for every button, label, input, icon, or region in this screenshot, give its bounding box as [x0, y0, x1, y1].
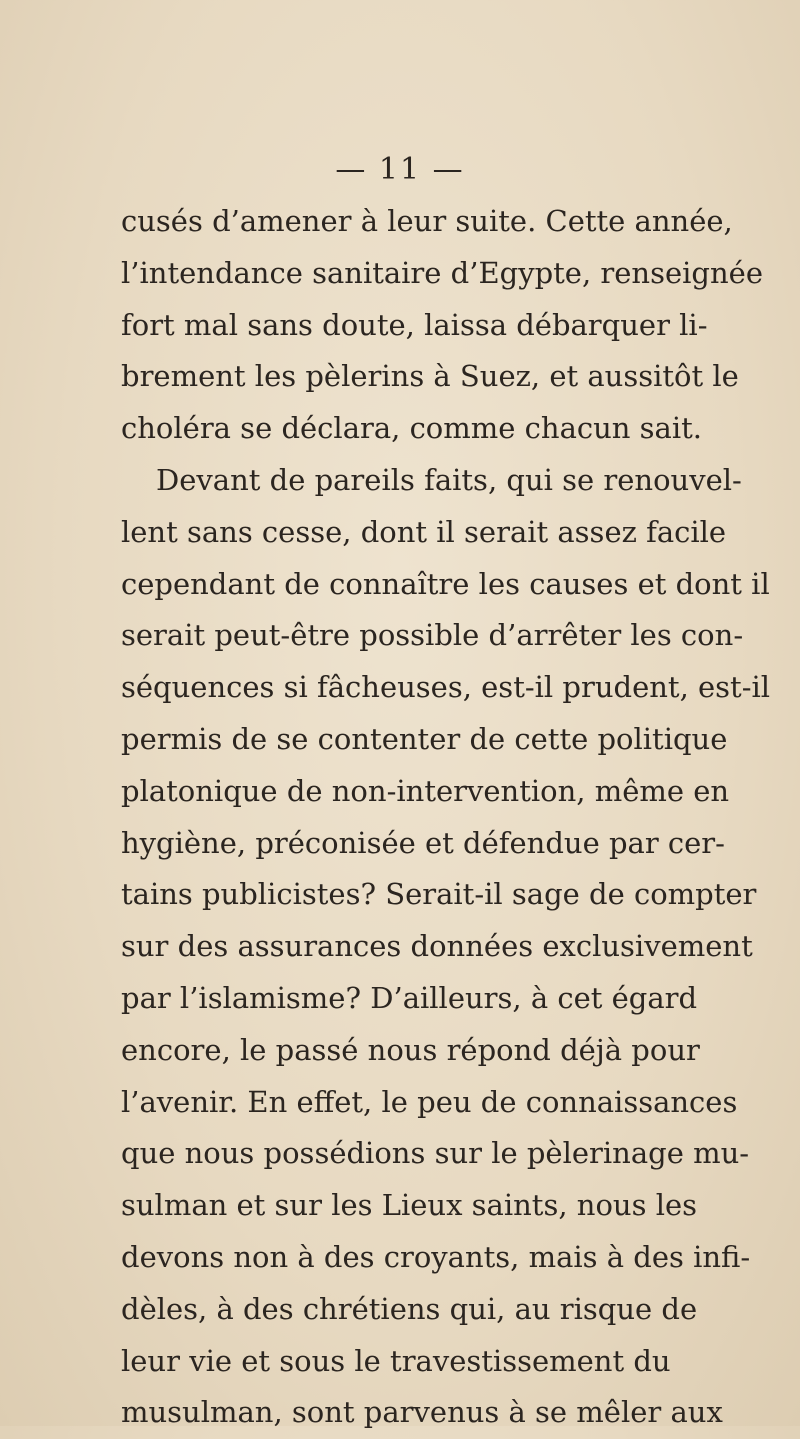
text-line: brement les pèlerins à Suez, et aussitôt le	[121, 359, 739, 394]
text-line: musulman, sont parvenus à se mêler aux	[121, 1395, 723, 1430]
body-text	[121, 196, 771, 1439]
text-line: devons non à des croyants, mais à des infi-	[121, 1239, 751, 1274]
text-line: fort mal sans doute, laissa débarquer li-	[121, 307, 708, 342]
text-line: cependant de connaître les causes et dont il	[121, 566, 770, 601]
text-line: sur des assurances données exclusivement	[121, 929, 753, 964]
text-line: l’avenir. En effet, le peu de connaissances	[121, 1084, 738, 1119]
text-line: hygiène, préconisée et défendue par cer-	[121, 825, 725, 860]
text-line: séquences si fâcheuses, est-il prudent, est-il	[121, 670, 771, 705]
text-line: Devant de pareils faits, qui se renouvel-	[156, 462, 742, 497]
text-line: lent sans cesse, dont il serait assez facile	[121, 514, 727, 549]
text-line: platonique de non-intervention, même en	[121, 773, 730, 808]
text-line: sulman et sur les Lieux saints, nous les	[121, 1188, 698, 1223]
text-line: l’intendance sanitaire d’Egypte, renseignée	[121, 255, 763, 290]
text-line: leur vie et sous le travestissement du	[121, 1343, 671, 1378]
text-line: serait peut-être possible d’arrêter les con-	[121, 618, 744, 653]
text-line: tains publicistes? Serait-il sage de compter	[121, 877, 757, 912]
text-line: par l’islamisme? D’ailleurs, à cet égard	[121, 980, 698, 1015]
text-line: que nous possédions sur le pèlerinage mu-	[121, 1136, 750, 1171]
text-line: choléra se déclara, comme chacun sait.	[121, 411, 702, 446]
text-line: permis de se contenter de cette politique	[121, 721, 728, 756]
text-line: encore, le passé nous répond déjà pour	[121, 1032, 700, 1067]
text-line: cusés d’amener à leur suite. Cette année,	[121, 204, 733, 238]
page-number: — 11 —	[335, 152, 465, 187]
text-line: dèles, à des chrétiens qui, au risque de	[121, 1291, 698, 1326]
